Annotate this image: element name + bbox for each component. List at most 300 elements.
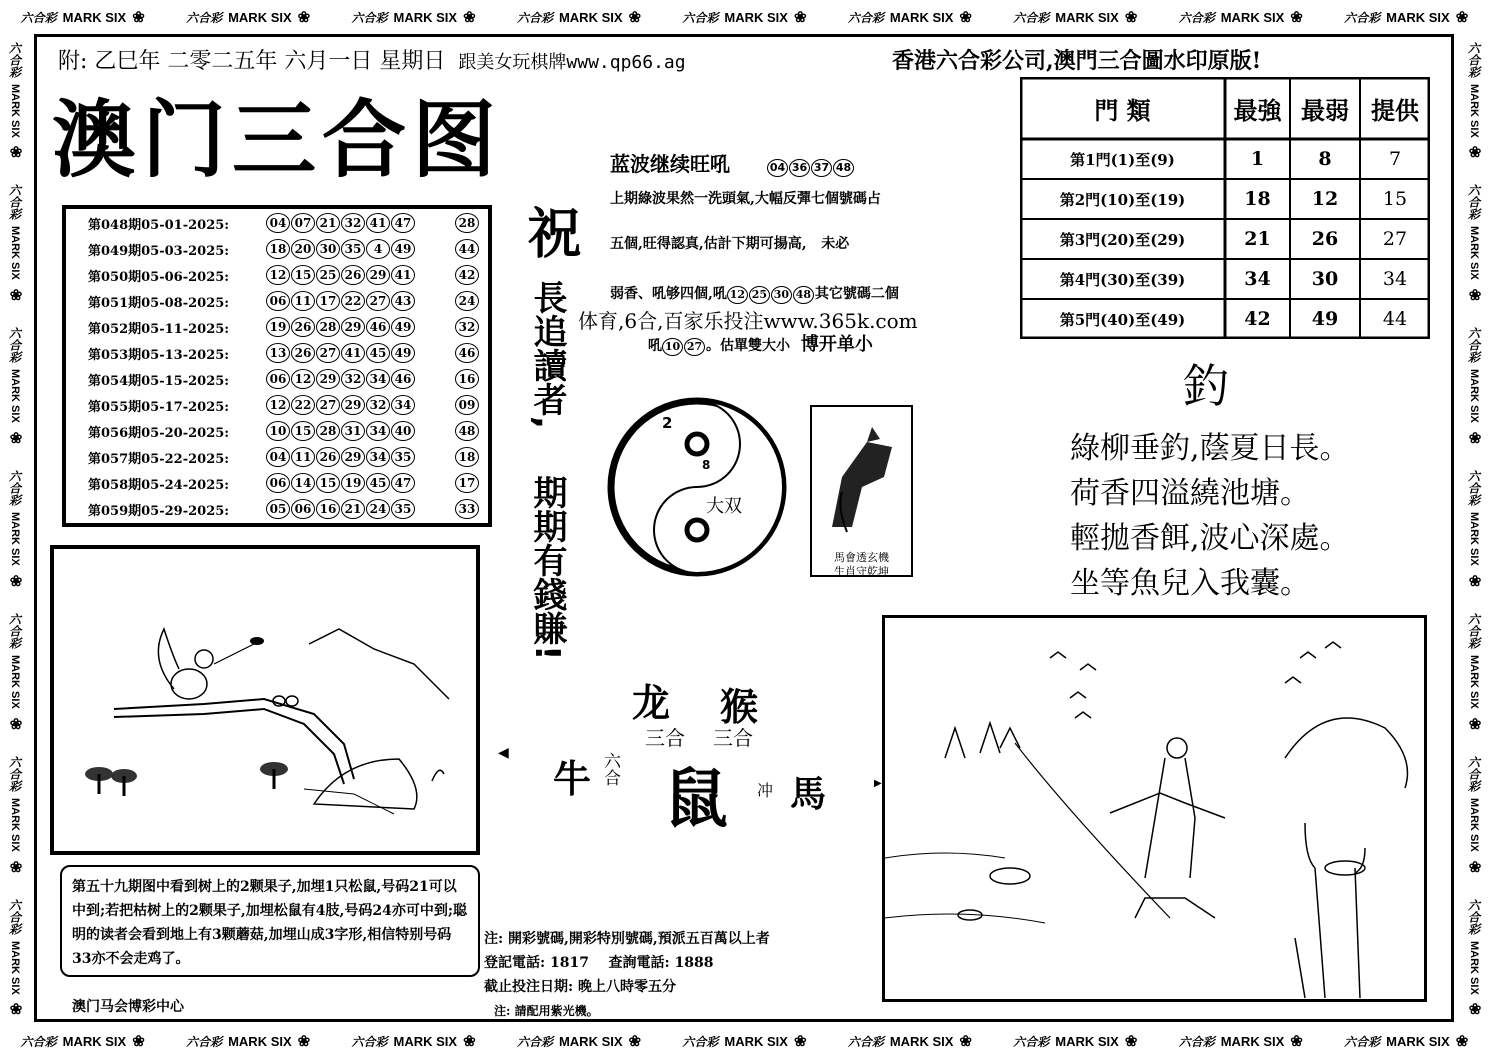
p4-post: 博开单小 <box>800 334 873 355</box>
border-logo: 六合彩 <box>682 10 719 25</box>
special-ball: 17 <box>455 473 479 493</box>
history-ball: 27 <box>316 343 340 363</box>
history-row <box>88 315 476 339</box>
flower-icon: ❀ <box>793 9 807 26</box>
history-ball: 29 <box>341 395 365 415</box>
border-item <box>186 8 310 26</box>
history-ball: 26 <box>291 317 315 337</box>
horse-card-line1: 馬會透玄機 <box>834 551 889 564</box>
history-ball: 22 <box>341 291 365 311</box>
inline-ball: 25 <box>749 286 770 304</box>
taiji-label: 大双 <box>706 496 742 517</box>
border-item <box>1465 42 1483 162</box>
note-box: 第五十九期图中看到树上的2颗果子,加埋1只松鼠,号码21可以中到;若把枯树上的2颗果子,加埋松鼠有4肢,号码24亦可中到;聪明的读者会看到地上有3颗蘑菇,加埋山成3字形,相信特别号码33亦不会走鸡了。 <box>60 865 480 977</box>
history-ball: 24 <box>366 499 390 519</box>
history-ball: 05 <box>266 499 290 519</box>
flower-icon: ❀ <box>1290 9 1303 26</box>
history-label: 第053期05-13-2025: <box>88 347 230 363</box>
border-label: MARK SIX <box>9 226 21 281</box>
flower-icon: ❀ <box>297 1033 311 1050</box>
squirrel-scene-illustration <box>54 549 476 851</box>
center-p2: 五個,旺得認真,估計下期可揚高, 未必 <box>610 236 850 252</box>
border-label: MARK SIX <box>1468 797 1480 852</box>
border-item <box>6 613 24 733</box>
table-row-label: 第4門(30)至(39) <box>1059 270 1186 289</box>
table-cell: 8 <box>1318 148 1332 170</box>
border-logo: 六合彩 <box>7 184 22 221</box>
table-cell: 44 <box>1382 308 1408 330</box>
history-label: 第056期05-20-2025: <box>88 425 230 441</box>
border-label: MARK SIX <box>9 797 21 852</box>
border-logo: 六合彩 <box>1178 10 1215 25</box>
history-ball: 34 <box>366 421 390 441</box>
horse-card <box>810 405 913 577</box>
history-ball: 25 <box>316 265 340 285</box>
border-logo: 六合彩 <box>847 1034 884 1049</box>
history-ball: 10 <box>266 421 290 441</box>
border-item <box>682 8 806 26</box>
history-row <box>88 341 476 365</box>
table-row-label: 第1門(1)至(9) <box>1070 150 1175 169</box>
history-ball: 04 <box>266 447 290 467</box>
border-logo: 六合彩 <box>516 10 553 25</box>
left-border <box>0 30 30 1030</box>
top-border <box>0 0 1489 34</box>
history-ball: 06 <box>266 291 290 311</box>
border-label: MARK SIX <box>724 1033 788 1049</box>
border-label: MARK SIX <box>558 9 623 25</box>
date-line <box>58 44 686 75</box>
right-border <box>1459 30 1489 1030</box>
flower-icon: ❀ <box>7 571 24 590</box>
border-logo: 六合彩 <box>186 10 223 25</box>
history-ball: 34 <box>391 395 415 415</box>
flower-icon: ❀ <box>7 143 24 162</box>
border-item <box>1344 8 1468 26</box>
zodiac-sanhe-2: 三合 <box>713 726 753 750</box>
flower-icon: ❀ <box>628 9 642 26</box>
history-ball: 18 <box>266 239 290 259</box>
border-label: MARK SIX <box>9 940 21 995</box>
border-item <box>848 1032 972 1050</box>
border-item <box>1013 1032 1137 1050</box>
history-label: 第058期05-24-2025: <box>88 477 230 493</box>
table-cell: 34 <box>1244 268 1271 290</box>
history-row <box>88 367 476 391</box>
flower-icon: ❀ <box>463 1033 476 1050</box>
special-ball: 28 <box>455 213 479 233</box>
history-ball: 29 <box>316 369 340 389</box>
notice-3: 截止投注日期: 晚上八時零五分 <box>484 979 677 995</box>
history-ball: 29 <box>366 265 390 285</box>
border-logo: 六合彩 <box>1466 470 1481 507</box>
border-item <box>517 8 641 26</box>
flower-icon: ❀ <box>463 9 476 26</box>
flower-icon: ❀ <box>793 1033 807 1050</box>
special-ball: 24 <box>455 291 479 311</box>
history-ball: 15 <box>291 421 315 441</box>
border-logo: 六合彩 <box>1466 41 1481 78</box>
history-row <box>88 393 476 417</box>
special-ball: 32 <box>455 317 479 337</box>
history-ball: 49 <box>391 317 415 337</box>
border-label: MARK SIX <box>724 9 788 25</box>
ad-line-2: 体育,6合,百家乐投注www.365k.com <box>578 309 918 333</box>
horse-head-icon <box>812 407 911 547</box>
special-ball: 48 <box>455 421 479 441</box>
flower-icon: ❀ <box>959 1033 972 1050</box>
history-ball: 4 <box>366 239 390 259</box>
history-ball: 21 <box>341 499 365 519</box>
table-cell: 21 <box>1244 228 1271 250</box>
table-cell: 18 <box>1244 188 1271 210</box>
border-label: MARK SIX <box>889 9 954 25</box>
company-line: 香港六合彩公司,澳門三合圖水印原版! <box>892 48 1262 74</box>
history-ball: 27 <box>316 395 340 415</box>
special-ball: 09 <box>455 395 479 415</box>
zodiac-ox: 牛 <box>553 757 592 801</box>
border-label: MARK SIX <box>1468 940 1480 995</box>
notice-1: 注: 開彩號碼,開彩特別號碼,預派五百萬以上者 <box>484 931 770 947</box>
inline-ball: 30 <box>771 286 792 304</box>
table-cell: 49 <box>1311 308 1339 330</box>
history-ball: 47 <box>391 213 415 233</box>
border-logo: 六合彩 <box>20 10 57 25</box>
inline-ball: 37 <box>811 159 832 177</box>
history-ball: 16 <box>316 499 340 519</box>
history-ball: 26 <box>316 447 340 467</box>
history-label: 第057期05-22-2025: <box>88 451 230 467</box>
blessing-char: 祝 <box>519 205 582 259</box>
border-label: MARK SIX <box>393 9 458 25</box>
history-ball: 19 <box>266 317 290 337</box>
border-logo: 六合彩 <box>7 41 22 78</box>
flower-icon: ❀ <box>7 857 24 876</box>
history-row <box>88 289 476 313</box>
flower-icon: ❀ <box>1455 1033 1469 1050</box>
history-ball: 45 <box>366 343 390 363</box>
flower-icon: ❀ <box>7 714 24 733</box>
border-logo: 六合彩 <box>7 327 22 364</box>
table-cell: 42 <box>1244 308 1271 330</box>
center-p3 <box>610 283 899 304</box>
table-row-label: 第3門(20)至(29) <box>1059 230 1186 249</box>
border-logo: 六合彩 <box>7 755 22 792</box>
zodiac-sanhe-1: 三合 <box>645 726 685 750</box>
border-label: MARK SIX <box>9 654 21 709</box>
history-label: 第049期05-03-2025: <box>88 243 230 259</box>
horse-card-text <box>812 551 911 579</box>
border-item <box>352 1032 476 1050</box>
history-ball: 32 <box>366 395 390 415</box>
history-ball: 07 <box>291 213 315 233</box>
poem-line: 輕拋香餌,波心深處。 <box>1070 521 1350 556</box>
inline-ball: 36 <box>789 159 810 177</box>
table-cell: 15 <box>1382 188 1408 210</box>
border-item <box>1179 1032 1303 1050</box>
history-ball: 28 <box>316 317 340 337</box>
squirrel-picture <box>50 545 480 855</box>
border-label: MARK SIX <box>1468 512 1480 566</box>
history-ball: 35 <box>341 239 365 259</box>
poem-line: 坐等魚兒入我囊。 <box>1070 566 1310 601</box>
flower-icon: ❀ <box>297 9 311 26</box>
border-item <box>21 1032 145 1050</box>
history-row <box>88 471 476 495</box>
table-header-cell: 提供 <box>1371 95 1419 125</box>
taiji-num-top: 2 <box>662 414 673 432</box>
history-label: 第059期05-29-2025: <box>88 503 230 519</box>
border-logo: 六合彩 <box>1178 1034 1215 1049</box>
center-p4 <box>648 330 873 356</box>
history-label: 第052期05-11-2025: <box>88 321 230 337</box>
border-label: MARK SIX <box>1055 1033 1119 1049</box>
border-logo: 六合彩 <box>1013 10 1050 25</box>
border-label: MARK SIX <box>889 1033 954 1049</box>
center-p1: 上期綠波果然一洗頭氣,大幅反彈七個號碼占 <box>610 191 881 207</box>
history-ball: 11 <box>291 291 315 311</box>
history-ball: 46 <box>366 317 390 337</box>
border-label: MARK SIX <box>1468 654 1480 709</box>
poem-line: 荷香四溢繞池塘。 <box>1070 476 1310 511</box>
history-ball: 29 <box>341 317 365 337</box>
flower-icon: ❀ <box>628 1033 642 1050</box>
fishing-picture <box>882 615 1427 1002</box>
border-item <box>1465 184 1483 304</box>
history-ball: 13 <box>266 343 290 363</box>
history-row <box>88 445 476 469</box>
border-label: MARK SIX <box>1386 9 1450 25</box>
border-logo: 六合彩 <box>351 10 388 25</box>
fishing-scene-illustration <box>885 618 1424 999</box>
history-ball: 04 <box>266 213 290 233</box>
flower-icon: ❀ <box>1466 857 1483 876</box>
border-item <box>6 756 24 876</box>
history-ball: 22 <box>291 395 315 415</box>
table-header-cell: 最弱 <box>1301 95 1349 125</box>
history-ball: 20 <box>291 239 315 259</box>
history-label: 第050期05-06-2025: <box>88 269 230 285</box>
p3-pre: 弱香、吼够四個,吼 <box>610 286 727 302</box>
border-item <box>1465 756 1483 876</box>
border-label: MARK SIX <box>9 83 21 138</box>
table-header-cell: 最強 <box>1233 95 1282 125</box>
history-ball: 26 <box>341 265 365 285</box>
flower-icon: ❀ <box>959 9 972 26</box>
border-label: MARK SIX <box>62 1033 127 1049</box>
p4-mid: 。估單雙大小 <box>706 338 790 354</box>
history-ball: 47 <box>391 473 415 493</box>
flower-icon: ❀ <box>132 9 145 26</box>
border-item <box>21 8 145 26</box>
border-logo: 六合彩 <box>351 1034 388 1049</box>
border-label: MARK SIX <box>1468 83 1480 138</box>
flower-icon: ❀ <box>1124 9 1138 26</box>
border-label: MARK SIX <box>393 1033 458 1049</box>
border-logo: 六合彩 <box>1344 1034 1381 1049</box>
border-item <box>848 8 972 26</box>
history-ball: 35 <box>391 447 415 467</box>
border-label: MARK SIX <box>1055 9 1119 25</box>
history-ball: 06 <box>291 499 315 519</box>
border-logo: 六合彩 <box>1466 184 1481 221</box>
strength-table <box>1020 77 1430 339</box>
history-row <box>88 237 476 261</box>
table-cell: 26 <box>1311 228 1339 250</box>
history-label: 第054期05-15-2025: <box>88 373 230 389</box>
history-ball: 14 <box>291 473 315 493</box>
border-item <box>6 327 24 447</box>
arrow-right-icon: ▶ <box>874 778 882 789</box>
flower-icon: ❀ <box>1466 286 1483 305</box>
zodiac-dragon: 龙 <box>632 681 671 725</box>
border-logo: 六合彩 <box>1466 898 1481 935</box>
history-ball: 29 <box>341 447 365 467</box>
taiji-num-mid: 8 <box>702 458 711 472</box>
border-label: MARK SIX <box>9 512 21 566</box>
special-ball: 33 <box>455 499 479 519</box>
history-ball: 31 <box>341 421 365 441</box>
arrow-left-icon: ◀ <box>498 745 509 761</box>
history-ball: 12 <box>291 369 315 389</box>
history-ball: 41 <box>341 343 365 363</box>
history-row <box>88 419 476 443</box>
border-logo: 六合彩 <box>186 1034 223 1049</box>
flower-icon: ❀ <box>7 429 24 447</box>
border-logo: 六合彩 <box>1466 755 1481 792</box>
p3-balls <box>727 286 815 302</box>
special-ball: 42 <box>455 265 479 285</box>
history-ball: 26 <box>291 343 315 363</box>
date-text: 附: 乙巳年 二零二五年 六月一日 星期日 <box>58 49 446 74</box>
history-ball: 32 <box>341 369 365 389</box>
p4-balls <box>662 338 706 354</box>
history-ball: 40 <box>391 421 415 441</box>
ad-text: 跟美女玩棋牌www.qp66.ag <box>458 52 686 73</box>
table-cell: 27 <box>1382 228 1408 250</box>
zodiac-horse: 馬 <box>790 774 827 815</box>
border-label: MARK SIX <box>228 9 292 25</box>
p3-post: 其它號碼二個 <box>814 286 899 302</box>
inline-ball: 27 <box>684 338 705 356</box>
table-cell: 7 <box>1388 148 1402 170</box>
bottom-border <box>0 1024 1489 1058</box>
notice-4: 注: 請配用紫光機。 <box>494 1004 599 1018</box>
special-ball: 16 <box>455 369 479 389</box>
border-item <box>1179 8 1303 26</box>
inline-ball: 48 <box>833 159 854 177</box>
border-label: MARK SIX <box>228 1033 292 1049</box>
border-label: MARK SIX <box>9 369 21 423</box>
history-ball: 46 <box>391 369 415 389</box>
border-item <box>517 1032 641 1050</box>
border-item <box>1465 613 1483 733</box>
history-ball: 15 <box>316 473 340 493</box>
inline-ball: 12 <box>727 286 748 304</box>
history-row <box>88 263 476 287</box>
flower-icon: ❀ <box>1455 9 1469 26</box>
center-name: 澳门马会博彩中心 <box>72 999 184 1015</box>
history-ball: 49 <box>391 239 415 259</box>
horse-card-line2: 生肖守乾坤 <box>834 565 889 578</box>
border-label: MARK SIX <box>1468 369 1480 423</box>
headline-text: 蓝波继续旺吼 <box>610 152 730 176</box>
poem-title: 釣 <box>1183 359 1229 413</box>
flower-icon: ❀ <box>7 286 24 305</box>
history-label: 第051期05-08-2025: <box>88 295 230 311</box>
border-item <box>682 1032 806 1050</box>
history-ball: 17 <box>316 291 340 311</box>
table-cell: 12 <box>1311 188 1339 210</box>
history-ball: 12 <box>266 265 290 285</box>
inline-ball: 10 <box>662 338 683 356</box>
history-row <box>88 211 476 235</box>
poem-line: 綠柳垂釣,蔭夏日長。 <box>1070 431 1350 466</box>
history-ball: 12 <box>266 395 290 415</box>
table-row-label: 第5門(40)至(49) <box>1059 310 1186 329</box>
border-item <box>6 42 24 162</box>
border-item <box>1465 470 1483 590</box>
border-logo: 六合彩 <box>682 1034 719 1049</box>
border-label: MARK SIX <box>1386 1033 1450 1049</box>
border-logo: 六合彩 <box>7 612 22 649</box>
blessing-line1: 長追讀者, <box>527 280 567 429</box>
center-headline <box>610 148 855 177</box>
table-row-label: 第2門(10)至(19) <box>1059 190 1186 209</box>
blessing-line2: 期期有錢賺! <box>527 475 567 661</box>
history-ball: 27 <box>366 291 390 311</box>
flower-icon: ❀ <box>1466 429 1483 447</box>
history-ball: 45 <box>366 473 390 493</box>
notice-2: 登記電話: 1817 查詢電話: 1888 <box>484 955 714 971</box>
inline-ball: 04 <box>767 159 788 177</box>
border-label: MARK SIX <box>1220 1033 1285 1049</box>
history-ball: 19 <box>341 473 365 493</box>
border-logo: 六合彩 <box>1344 10 1381 25</box>
border-item <box>1465 899 1483 1019</box>
border-logo: 六合彩 <box>1466 327 1481 364</box>
flower-icon: ❀ <box>1124 1033 1138 1050</box>
border-logo: 六合彩 <box>516 1034 553 1049</box>
flower-icon: ❀ <box>7 1000 24 1019</box>
border-item <box>352 8 476 26</box>
history-ball: 34 <box>366 369 390 389</box>
special-ball: 44 <box>455 239 479 259</box>
border-logo: 六合彩 <box>20 1034 57 1049</box>
history-row <box>88 497 476 521</box>
border-item <box>6 470 24 590</box>
history-label: 第048期05-01-2025: <box>88 217 230 233</box>
zodiac-liuhe: 六合 <box>600 752 620 786</box>
history-ball: 28 <box>316 421 340 441</box>
history-ball: 06 <box>266 369 290 389</box>
border-item <box>6 184 24 304</box>
border-item <box>1465 327 1483 447</box>
flower-icon: ❀ <box>1290 1033 1303 1050</box>
history-ball: 41 <box>366 213 390 233</box>
border-logo: 六合彩 <box>7 470 22 507</box>
history-ball: 43 <box>391 291 415 311</box>
table-cell: 1 <box>1250 148 1265 170</box>
headline-balls <box>767 152 855 176</box>
inline-ball: 48 <box>793 286 814 304</box>
border-item <box>1013 8 1137 26</box>
history-label: 第055期05-17-2025: <box>88 399 230 415</box>
border-item <box>186 1032 310 1050</box>
table-header-cell: 門 類 <box>1094 95 1151 125</box>
zodiac-chong: 冲 <box>757 781 774 800</box>
history-ball: 30 <box>316 239 340 259</box>
